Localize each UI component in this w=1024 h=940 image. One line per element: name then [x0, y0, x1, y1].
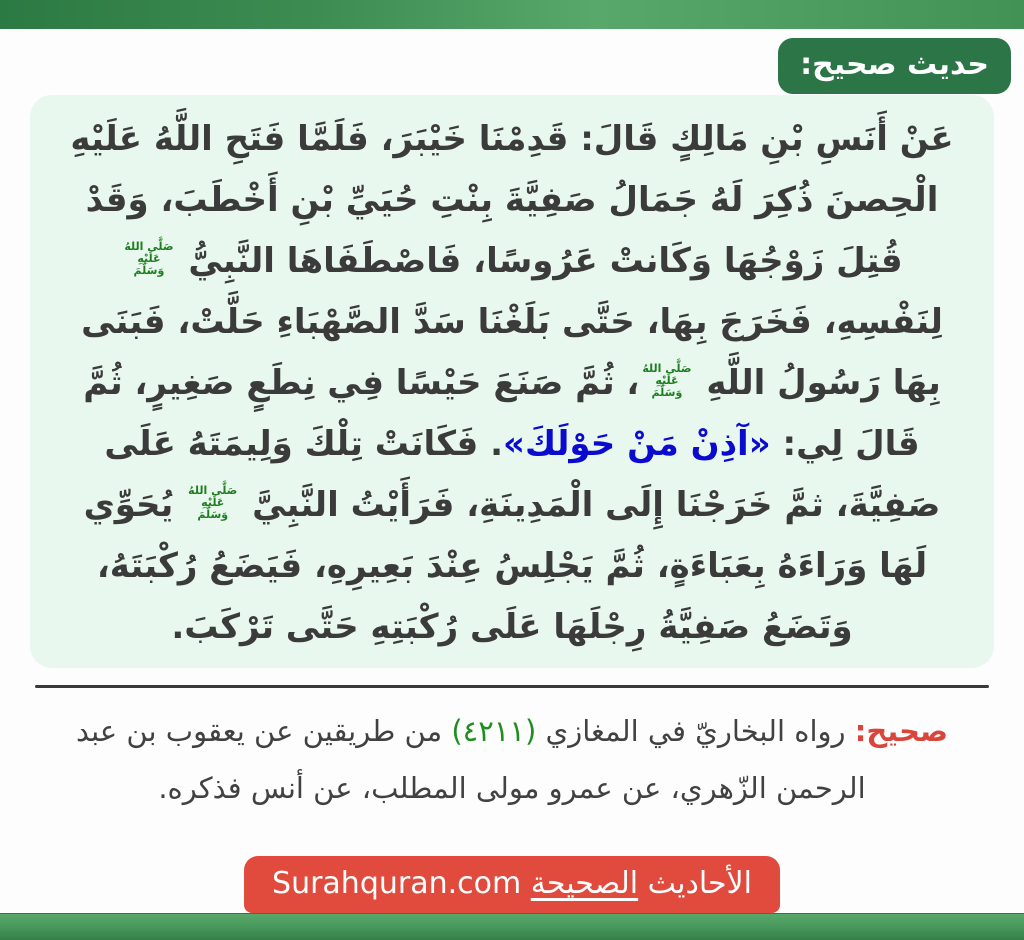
- text-segment: لِنَفْسِهِ، فَخَرَجَ بِهَا، حَتَّى بَلَغْنَا سَدَّ الصَّهْبَاءِ حَلَّتْ، فَبَنَى بِهَا رَسُولُ اللَّهِ: [81, 302, 943, 403]
- hadith-grade-badge-label: حديث صحيح:: [800, 47, 989, 82]
- grade-label: صحيح:: [854, 714, 949, 748]
- hadith-text: [70, 119, 953, 647]
- hadith-grade-badge: [778, 38, 1011, 94]
- text-segment: رواه البخاريّ في المغازي: [536, 714, 855, 748]
- text-segment: عَنْ أَنَسِ بْنِ مَالِكٍ قَالَ: قَدِمْنَا خَيْبَرَ، فَلَمَّا فَتَحِ اللَّهُ عَلَيْهِ الْحِصنَ ذُكِرَ لَهُ جَمَالُ صَفِيَّةَ بِنْتِ حُيَيِّ بْنِ أَخْطَبَ، وَقَدْ قُتِلَ زَوْجُهَا وَكَانتْ عَرُوسًا، فَاصْطَفَاهَا النَّبِيُّ: [70, 119, 954, 281]
- banner-title-first: الأحاديث: [647, 866, 752, 901]
- text-segment: من طريقين عن يعقوب بن عبد الرحمن الزّهري، عن عمرو مولى المطلب، عن أنس فذكره.: [75, 714, 866, 805]
- source-attribution: [35, 703, 989, 817]
- horizontal-divider: [35, 685, 989, 688]
- saws-ligature: صَلَّى اللهُ عَلَيْهِ وَسَلَّمَ: [642, 361, 692, 399]
- text-segment: يُحَوِّي لَهَا وَرَاءَهُ بِعَبَاءَةٍ، ثُمَّ يَجْلِسُ عِنْدَ بَعِيرِهِ، فَيَضَعُ رُكْبَتَهُ، وَتَضَعُ صَفِيَّةُ رِجْلَهَا عَلَى رُكْبَتِهِ حَتَّى تَرْكَبَ.: [83, 485, 928, 647]
- quoted-speech: «آذِنْ مَنْ حَوْلَكَ»: [503, 424, 771, 464]
- text-segment: ، ثُمَّ صَنَعَ حَيْسًا فِي نِطَعٍ صَغِيرٍ، ثُمَّ قَالَ لِي:: [83, 363, 920, 464]
- banner-site-url[interactable]: Surahquran.com: [272, 866, 522, 901]
- top-green-bar: [0, 0, 1024, 29]
- source-attribution-text: [76, 714, 948, 805]
- hadith-number: (٤٢١١): [451, 714, 537, 748]
- bottom-green-bar: [0, 913, 1024, 940]
- banner-title-underlined: الصحيحة: [530, 866, 639, 901]
- site-banner[interactable]: [244, 856, 780, 913]
- text-segment: . فَكَانَتْ تِلْكَ وَلِيمَتَهُ عَلَى صَفِيَّةَ، ثمَّ خَرَجْنَا إِلَى الْمَدِينَةِ، فَرَأَيْتُ النَّبِيَّ: [104, 424, 941, 525]
- hadith-text-box: [30, 95, 994, 668]
- saws-ligature: صَلَّى اللهُ عَلَيْهِ وَسَلَّمَ: [188, 483, 238, 521]
- saws-ligature: صَلَّى اللهُ عَلَيْهِ وَسَلَّمَ: [124, 239, 174, 277]
